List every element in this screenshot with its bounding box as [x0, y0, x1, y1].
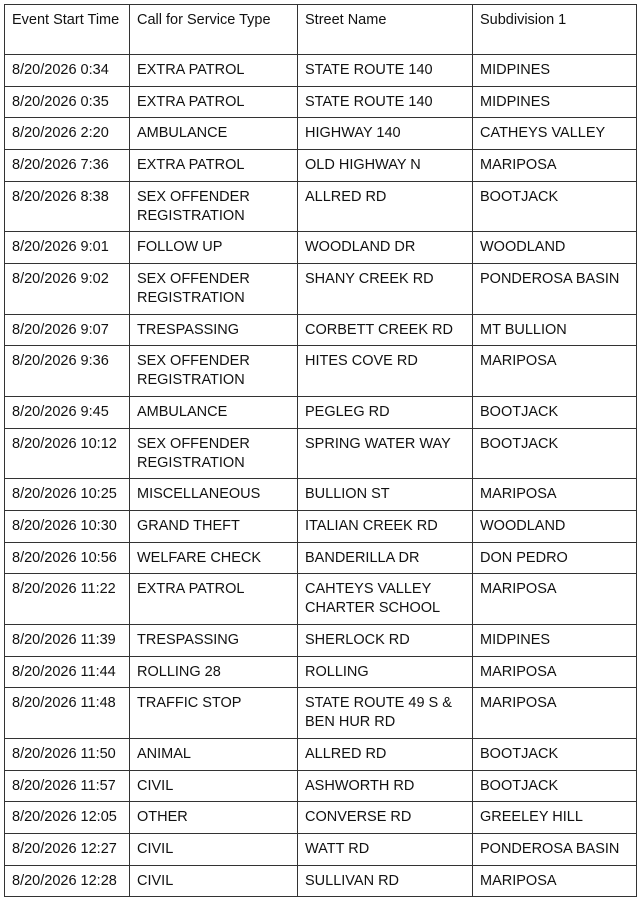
cell-street-name: ROLLING	[298, 656, 473, 688]
table-body	[5, 5, 637, 897]
cell-subdivision: PONDEROSA BASIN	[473, 264, 637, 315]
table-row	[5, 802, 637, 834]
cell-subdivision: MIDPINES	[473, 624, 637, 656]
table-row	[5, 181, 637, 232]
cell-street-name: STATE ROUTE 140	[298, 86, 473, 118]
cell-event-start-time: 8/20/2026 9:02	[5, 264, 130, 315]
cell-subdivision: WOODLAND	[473, 510, 637, 542]
cell-street-name: CONVERSE RD	[298, 802, 473, 834]
table-row	[5, 314, 637, 346]
cell-street-name: CAHTEYS VALLEY CHARTER SCHOOL	[298, 574, 473, 625]
cell-call-type: SEX OFFENDER REGISTRATION	[130, 346, 298, 397]
cell-street-name: STATE ROUTE 140	[298, 55, 473, 87]
cell-call-type: AMBULANCE	[130, 396, 298, 428]
cell-event-start-time: 8/20/2026 11:44	[5, 656, 130, 688]
table-row	[5, 118, 637, 150]
cell-event-start-time: 8/20/2026 10:12	[5, 428, 130, 479]
cell-event-start-time: 8/20/2026 9:07	[5, 314, 130, 346]
header-subdivision: Subdivision 1	[473, 5, 637, 55]
cell-event-start-time: 8/20/2026 7:36	[5, 150, 130, 182]
cell-subdivision: BOOTJACK	[473, 181, 637, 232]
cell-event-start-time: 8/20/2026 9:45	[5, 396, 130, 428]
cell-subdivision: MARIPOSA	[473, 150, 637, 182]
table-row	[5, 624, 637, 656]
cell-street-name: SULLIVAN RD	[298, 865, 473, 897]
table-row	[5, 150, 637, 182]
cell-subdivision: MARIPOSA	[473, 688, 637, 739]
cell-event-start-time: 8/20/2026 0:35	[5, 86, 130, 118]
cell-call-type: OTHER	[130, 802, 298, 834]
cell-call-type: FOLLOW UP	[130, 232, 298, 264]
table-row	[5, 346, 637, 397]
cell-street-name: ALLRED RD	[298, 738, 473, 770]
cell-subdivision: MARIPOSA	[473, 479, 637, 511]
cell-subdivision: MT BULLION	[473, 314, 637, 346]
cell-street-name: CORBETT CREEK RD	[298, 314, 473, 346]
document-page	[4, 4, 637, 897]
cell-event-start-time: 8/20/2026 8:38	[5, 181, 130, 232]
cell-event-start-time: 8/20/2026 9:36	[5, 346, 130, 397]
cell-event-start-time: 8/20/2026 12:05	[5, 802, 130, 834]
cell-subdivision: DON PEDRO	[473, 542, 637, 574]
cell-call-type: SEX OFFENDER REGISTRATION	[130, 428, 298, 479]
cell-street-name: STATE ROUTE 49 S & BEN HUR RD	[298, 688, 473, 739]
cell-subdivision: MARIPOSA	[473, 346, 637, 397]
cell-street-name: ALLRED RD	[298, 181, 473, 232]
cell-subdivision: MARIPOSA	[473, 574, 637, 625]
cell-subdivision: PONDEROSA BASIN	[473, 833, 637, 865]
cell-event-start-time: 8/20/2026 10:56	[5, 542, 130, 574]
cell-subdivision: BOOTJACK	[473, 738, 637, 770]
table-row	[5, 688, 637, 739]
cell-call-type: SEX OFFENDER REGISTRATION	[130, 181, 298, 232]
table-row	[5, 428, 637, 479]
header-street-name: Street Name	[298, 5, 473, 55]
table-row	[5, 656, 637, 688]
cell-subdivision: MIDPINES	[473, 55, 637, 87]
cell-call-type: EXTRA PATROL	[130, 150, 298, 182]
cell-subdivision: BOOTJACK	[473, 770, 637, 802]
cell-event-start-time: 8/20/2026 11:48	[5, 688, 130, 739]
cell-street-name: BULLION ST	[298, 479, 473, 511]
cell-event-start-time: 8/20/2026 11:39	[5, 624, 130, 656]
table-row	[5, 770, 637, 802]
cell-street-name: SHANY CREEK RD	[298, 264, 473, 315]
cell-call-type: GRAND THEFT	[130, 510, 298, 542]
cell-call-type: AMBULANCE	[130, 118, 298, 150]
cell-event-start-time: 8/20/2026 0:34	[5, 55, 130, 87]
cell-street-name: BANDERILLA DR	[298, 542, 473, 574]
cell-call-type: SEX OFFENDER REGISTRATION	[130, 264, 298, 315]
cell-call-type: EXTRA PATROL	[130, 86, 298, 118]
cell-subdivision: CATHEYS VALLEY	[473, 118, 637, 150]
table-row	[5, 542, 637, 574]
cell-call-type: EXTRA PATROL	[130, 574, 298, 625]
cell-subdivision: BOOTJACK	[473, 396, 637, 428]
cell-call-type: WELFARE CHECK	[130, 542, 298, 574]
table-row	[5, 833, 637, 865]
cell-street-name: WOODLAND DR	[298, 232, 473, 264]
table-row	[5, 396, 637, 428]
cell-subdivision: BOOTJACK	[473, 428, 637, 479]
cell-street-name: WATT RD	[298, 833, 473, 865]
cell-event-start-time: 8/20/2026 2:20	[5, 118, 130, 150]
cell-street-name: PEGLEG RD	[298, 396, 473, 428]
table-row	[5, 55, 637, 87]
cell-subdivision: MARIPOSA	[473, 656, 637, 688]
cell-event-start-time: 8/20/2026 11:57	[5, 770, 130, 802]
cell-call-type: ROLLING 28	[130, 656, 298, 688]
cell-street-name: SHERLOCK RD	[298, 624, 473, 656]
cell-call-type: EXTRA PATROL	[130, 55, 298, 87]
cell-call-type: CIVIL	[130, 833, 298, 865]
cell-call-type: TRESPASSING	[130, 314, 298, 346]
table-row	[5, 738, 637, 770]
cell-call-type: ANIMAL	[130, 738, 298, 770]
cell-call-type: TRAFFIC STOP	[130, 688, 298, 739]
cell-event-start-time: 8/20/2026 11:22	[5, 574, 130, 625]
cell-event-start-time: 8/20/2026 12:28	[5, 865, 130, 897]
cell-call-type: CIVIL	[130, 865, 298, 897]
table-row	[5, 86, 637, 118]
table-row	[5, 264, 637, 315]
cell-street-name: OLD HIGHWAY N	[298, 150, 473, 182]
cell-event-start-time: 8/20/2026 11:50	[5, 738, 130, 770]
header-call-type: Call for Service Type	[130, 5, 298, 55]
cell-call-type: CIVIL	[130, 770, 298, 802]
cell-subdivision: MARIPOSA	[473, 865, 637, 897]
cell-subdivision: MIDPINES	[473, 86, 637, 118]
calls-for-service-table	[4, 4, 637, 897]
cell-street-name: ASHWORTH RD	[298, 770, 473, 802]
table-row	[5, 865, 637, 897]
table-row	[5, 510, 637, 542]
cell-street-name: HITES COVE RD	[298, 346, 473, 397]
header-event-start-time: Event Start Time	[5, 5, 130, 55]
table-row	[5, 232, 637, 264]
cell-call-type: MISCELLANEOUS	[130, 479, 298, 511]
cell-event-start-time: 8/20/2026 10:25	[5, 479, 130, 511]
cell-call-type: TRESPASSING	[130, 624, 298, 656]
table-header-row	[5, 5, 637, 55]
cell-event-start-time: 8/20/2026 10:30	[5, 510, 130, 542]
cell-subdivision: WOODLAND	[473, 232, 637, 264]
cell-event-start-time: 8/20/2026 9:01	[5, 232, 130, 264]
cell-event-start-time: 8/20/2026 12:27	[5, 833, 130, 865]
cell-street-name: SPRING WATER WAY	[298, 428, 473, 479]
cell-street-name: HIGHWAY 140	[298, 118, 473, 150]
table-row	[5, 574, 637, 625]
cell-street-name: ITALIAN CREEK RD	[298, 510, 473, 542]
table-row	[5, 479, 637, 511]
cell-subdivision: GREELEY HILL	[473, 802, 637, 834]
